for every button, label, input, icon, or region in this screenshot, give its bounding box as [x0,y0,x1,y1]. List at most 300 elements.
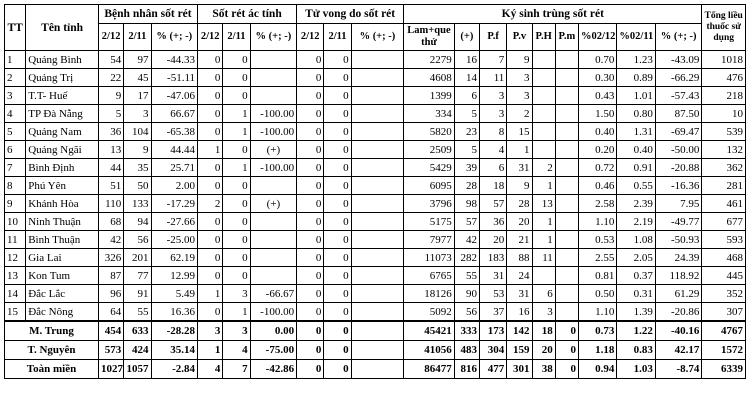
group-header-parasites: Ký sinh trùng sốt rét [404,5,702,24]
cell-lam: 41056 [404,341,455,360]
cell-lam: 5429 [404,159,455,177]
cell-ph: 2 [532,159,555,177]
summary-label: Toàn miền [5,360,99,379]
province-name: Phú Yên [26,177,99,195]
province-name: Quảng Bình [26,51,99,69]
cell-p12: 0.94 [579,360,617,379]
cell-bn12: 110 [98,195,123,213]
cell-tl: 132 [702,141,746,159]
cell-ph: 6 [532,285,555,303]
cell-at12: 0 [198,303,223,322]
cell-ph: 1 [532,177,555,195]
cell-kp: -43.09 [655,51,702,69]
cell-pf: 8 [480,123,507,141]
cell-pm [555,69,578,87]
cell-pv: 24 [507,267,532,285]
cell-lam: 3796 [404,195,455,213]
cell-lam: 6765 [404,267,455,285]
cell-pos: 39 [454,159,479,177]
cell-at12: 0 [198,87,223,105]
cell-tv12: 0 [297,285,324,303]
cell-atp [250,51,297,69]
cell-tvp [351,177,404,195]
cell-tl: 362 [702,159,746,177]
cell-bn12: 36 [98,123,123,141]
table-row [5,159,746,177]
cell-at11: 0 [223,177,250,195]
cell-tl: 6339 [702,360,746,379]
col-header-province: Tên tỉnh [26,5,99,51]
cell-at12: 0 [198,231,223,249]
table-row [5,177,746,195]
cell-tl: 593 [702,231,746,249]
cell-p12: 1.10 [579,213,617,231]
cell-tl: 4767 [702,321,746,341]
cell-atp [250,69,297,87]
cell-bnp: -17.29 [151,195,198,213]
cell-kp: 118.92 [655,267,702,285]
cell-lam: 334 [404,105,455,123]
cell-pos: 333 [454,321,479,341]
cell-tl: 476 [702,69,746,87]
cell-p11: 0.89 [617,69,655,87]
cell-at11: 0 [223,267,250,285]
col-header-pct-02-12: %02/12 [579,24,617,51]
cell-p12: 0.53 [579,231,617,249]
cell-at12: 3 [198,321,223,341]
cell-pf: 173 [480,321,507,341]
cell-tv12: 0 [297,195,324,213]
province-name: Gia Lai [26,249,99,267]
cell-at11: 1 [223,159,250,177]
cell-bnp: 66.67 [151,105,198,123]
cell-atp: -100.00 [250,123,297,141]
cell-pv: 31 [507,285,532,303]
cell-tv11: 0 [324,213,351,231]
province-name: Đắc Nông [26,303,99,322]
cell-p11: 1.39 [617,303,655,322]
cell-pos: 55 [454,267,479,285]
cell-bn11: 77 [124,267,151,285]
cell-tvp [351,195,404,213]
cell-kp: -40.16 [655,321,702,341]
cell-tvp [351,285,404,303]
cell-bnp: 2.00 [151,177,198,195]
row-index: 1 [5,51,26,69]
cell-p11: 2.19 [617,213,655,231]
group-header-severe: Sốt rét ác tính [198,5,297,24]
cell-p11: 0.91 [617,159,655,177]
cell-lam: 86477 [404,360,455,379]
cell-tl: 1572 [702,341,746,360]
cell-at11: 7 [223,360,250,379]
col-header-tt: TT [5,5,26,51]
cell-at11: 0 [223,51,250,69]
cell-p11: 0.55 [617,177,655,195]
col-header-tv-2-11: 2/11 [324,24,351,51]
cell-bn11: 55 [124,303,151,322]
cell-tvp [351,341,404,360]
cell-bnp: 16.36 [151,303,198,322]
cell-bnp: -27.66 [151,213,198,231]
cell-bn12: 573 [98,341,123,360]
cell-at12: 4 [198,360,223,379]
cell-pv: 9 [507,51,532,69]
province-name: TP Đà Nẵng [26,105,99,123]
cell-lam: 2279 [404,51,455,69]
cell-tvp [351,159,404,177]
cell-tv11: 0 [324,123,351,141]
cell-bn12: 42 [98,231,123,249]
cell-pv: 31 [507,159,532,177]
col-header-bn-2-12: 2/12 [98,24,123,51]
cell-tv11: 0 [324,51,351,69]
cell-pv: 20 [507,213,532,231]
cell-ph [532,51,555,69]
col-header-ksn-pct: % (+; -) [655,24,702,51]
cell-tl: 352 [702,285,746,303]
cell-atp [250,213,297,231]
cell-pv: 1 [507,141,532,159]
cell-pf: 6 [480,159,507,177]
cell-bn11: 97 [124,51,151,69]
cell-tvp [351,249,404,267]
cell-ph: 13 [532,195,555,213]
cell-at11: 0 [223,213,250,231]
cell-bn11: 94 [124,213,151,231]
cell-at11: 0 [223,141,250,159]
cell-pv: 21 [507,231,532,249]
table-row [5,69,746,87]
cell-ph: 11 [532,249,555,267]
cell-bnp: -51.11 [151,69,198,87]
cell-tv11: 0 [324,267,351,285]
cell-ph: 1 [532,231,555,249]
cell-tv11: 0 [324,141,351,159]
table-row [5,231,746,249]
cell-atp [250,249,297,267]
cell-pf: 53 [480,285,507,303]
cell-tvp [351,213,404,231]
cell-at11: 1 [223,105,250,123]
row-index: 13 [5,267,26,285]
cell-tv11: 0 [324,321,351,341]
cell-tvp [351,360,404,379]
cell-p12: 0.81 [579,267,617,285]
group-header-patients: Bệnh nhân sốt rét [98,5,197,24]
cell-ph [532,69,555,87]
cell-p12: 1.18 [579,341,617,360]
cell-kp: -20.86 [655,303,702,322]
cell-at12: 0 [198,69,223,87]
cell-tv12: 0 [297,341,324,360]
cell-bnp: -25.00 [151,231,198,249]
cell-atp: -100.00 [250,303,297,322]
cell-lam: 5820 [404,123,455,141]
col-header-tv-2-12: 2/12 [297,24,324,51]
cell-tv11: 0 [324,360,351,379]
table-row [5,195,746,213]
cell-pos: 16 [454,51,479,69]
cell-pos: 14 [454,69,479,87]
cell-lam: 4608 [404,69,455,87]
cell-pf: 37 [480,303,507,322]
malaria-report-table [4,4,746,379]
cell-pv: 3 [507,69,532,87]
cell-at12: 0 [198,177,223,195]
cell-pos: 282 [454,249,479,267]
cell-tv11: 0 [324,105,351,123]
cell-tv12: 0 [297,51,324,69]
cell-tl: 461 [702,195,746,213]
cell-pf: 20 [480,231,507,249]
report-table-container [0,4,750,415]
cell-bn11: 91 [124,285,151,303]
col-header-at-pct: % (+; -) [250,24,297,51]
province-name: Đắc Lắc [26,285,99,303]
cell-kp: -20.88 [655,159,702,177]
cell-lam: 5175 [404,213,455,231]
cell-at12: 0 [198,213,223,231]
cell-ph [532,267,555,285]
row-index: 12 [5,249,26,267]
col-header-bn-pct: % (+; -) [151,24,198,51]
cell-pos: 5 [454,105,479,123]
cell-p11: 0.83 [617,341,655,360]
cell-pf: 477 [480,360,507,379]
cell-ph [532,87,555,105]
cell-pv: 88 [507,249,532,267]
cell-at11: 3 [223,285,250,303]
cell-lam: 6095 [404,177,455,195]
summary-label: M. Trung [5,321,99,341]
cell-tv11: 0 [324,195,351,213]
cell-tv11: 0 [324,285,351,303]
cell-bn11: 9 [124,141,151,159]
cell-bn12: 87 [98,267,123,285]
cell-pv: 28 [507,195,532,213]
cell-tvp [351,69,404,87]
province-name: Kon Tum [26,267,99,285]
cell-at11: 1 [223,123,250,141]
cell-bn12: 13 [98,141,123,159]
cell-tvp [351,51,404,69]
cell-bnp: -44.33 [151,51,198,69]
cell-ph [532,123,555,141]
cell-p12: 0.40 [579,123,617,141]
cell-pm [555,51,578,69]
row-index: 8 [5,177,26,195]
cell-kp: 61.29 [655,285,702,303]
cell-atp [250,177,297,195]
cell-bnp: 44.44 [151,141,198,159]
cell-ph: 20 [532,341,555,360]
cell-bn12: 22 [98,69,123,87]
cell-at11: 1 [223,303,250,322]
cell-bnp: 5.49 [151,285,198,303]
row-index: 2 [5,69,26,87]
cell-at11: 3 [223,321,250,341]
cell-tv11: 0 [324,177,351,195]
cell-ph: 18 [532,321,555,341]
table-row [5,303,746,322]
cell-p11: 1.01 [617,87,655,105]
cell-atp [250,231,297,249]
cell-tv12: 0 [297,267,324,285]
cell-tv11: 0 [324,231,351,249]
col-header-at-2-11: 2/11 [223,24,250,51]
table-row [5,285,746,303]
cell-pf: 18 [480,177,507,195]
cell-pm [555,159,578,177]
cell-kp: 24.39 [655,249,702,267]
cell-kp: -50.93 [655,231,702,249]
row-index: 10 [5,213,26,231]
cell-p12: 1.10 [579,303,617,322]
cell-tv11: 0 [324,303,351,322]
row-index: 14 [5,285,26,303]
cell-tv11: 0 [324,249,351,267]
cell-tl: 539 [702,123,746,141]
header-row-sub [5,24,746,51]
cell-pm: 0 [555,341,578,360]
cell-tv11: 0 [324,341,351,360]
cell-p11: 1.22 [617,321,655,341]
cell-bnp: -28.28 [151,321,198,341]
col-header-slides: Lam+que thử [404,24,455,51]
cell-p12: 0.70 [579,51,617,69]
cell-at12: 0 [198,123,223,141]
cell-tvp [351,303,404,322]
cell-kp: -69.47 [655,123,702,141]
cell-pm [555,177,578,195]
cell-bnp: 25.71 [151,159,198,177]
province-name: Ninh Thuận [26,213,99,231]
province-name: Khánh Hòa [26,195,99,213]
cell-bn11: 50 [124,177,151,195]
cell-pf: 304 [480,341,507,360]
col-header-total-dose: Tổng liều thuốc sử dụng [702,5,746,51]
cell-ph: 1 [532,213,555,231]
cell-lam: 45421 [404,321,455,341]
cell-atp: -100.00 [250,159,297,177]
cell-tl: 307 [702,303,746,322]
cell-bn12: 9 [98,87,123,105]
cell-tv11: 0 [324,69,351,87]
summary-row [5,341,746,360]
cell-at11: 0 [223,231,250,249]
province-name: Quảng Trị [26,69,99,87]
row-index: 3 [5,87,26,105]
cell-bn12: 64 [98,303,123,322]
col-header-tv-pct: % (+; -) [351,24,404,51]
col-header-at-2-12: 2/12 [198,24,223,51]
cell-bnp: -47.06 [151,87,198,105]
cell-pm [555,123,578,141]
province-name: Bình Định [26,159,99,177]
cell-atp: 0.00 [250,321,297,341]
cell-pm: 0 [555,360,578,379]
cell-at12: 1 [198,285,223,303]
cell-pm [555,285,578,303]
cell-pf: 7 [480,51,507,69]
row-index: 11 [5,231,26,249]
cell-pv: 15 [507,123,532,141]
cell-p12: 2.58 [579,195,617,213]
cell-kp: -66.29 [655,69,702,87]
cell-tv12: 0 [297,360,324,379]
cell-pv: 142 [507,321,532,341]
cell-atp: (+) [250,195,297,213]
cell-atp [250,87,297,105]
cell-lam: 1399 [404,87,455,105]
cell-bn11: 1057 [124,360,151,379]
table-row [5,267,746,285]
table-row [5,51,746,69]
cell-bnp: 35.14 [151,341,198,360]
cell-lam: 2509 [404,141,455,159]
cell-tl: 677 [702,213,746,231]
cell-pm [555,249,578,267]
cell-tv12: 0 [297,87,324,105]
table-row [5,105,746,123]
cell-at12: 0 [198,51,223,69]
cell-bn11: 633 [124,321,151,341]
cell-pv: 301 [507,360,532,379]
cell-p11: 0.40 [617,141,655,159]
cell-at12: 2 [198,195,223,213]
cell-bn11: 3 [124,105,151,123]
cell-bn11: 104 [124,123,151,141]
cell-tv12: 0 [297,177,324,195]
cell-bnp: -65.38 [151,123,198,141]
row-index: 9 [5,195,26,213]
cell-pos: 5 [454,141,479,159]
cell-tv12: 0 [297,213,324,231]
cell-atp: -42.86 [250,360,297,379]
cell-atp: (+) [250,141,297,159]
cell-kp: -16.36 [655,177,702,195]
cell-p12: 1.50 [579,105,617,123]
cell-tl: 468 [702,249,746,267]
cell-ph: 38 [532,360,555,379]
cell-tv12: 0 [297,69,324,87]
cell-kp: 87.50 [655,105,702,123]
cell-at11: 0 [223,69,250,87]
cell-p11: 0.31 [617,285,655,303]
cell-at11: 0 [223,249,250,267]
cell-p12: 2.55 [579,249,617,267]
cell-pm [555,231,578,249]
cell-pf: 3 [480,105,507,123]
cell-pv: 9 [507,177,532,195]
cell-kp: -50.00 [655,141,702,159]
cell-lam: 5092 [404,303,455,322]
cell-p11: 1.03 [617,360,655,379]
cell-tvp [351,123,404,141]
cell-tv12: 0 [297,231,324,249]
cell-at12: 0 [198,249,223,267]
cell-lam: 11073 [404,249,455,267]
cell-pv: 2 [507,105,532,123]
cell-bn12: 5 [98,105,123,123]
cell-pf: 183 [480,249,507,267]
cell-pf: 3 [480,87,507,105]
cell-pf: 36 [480,213,507,231]
cell-pm [555,267,578,285]
cell-pf: 4 [480,141,507,159]
cell-bnp: 12.99 [151,267,198,285]
